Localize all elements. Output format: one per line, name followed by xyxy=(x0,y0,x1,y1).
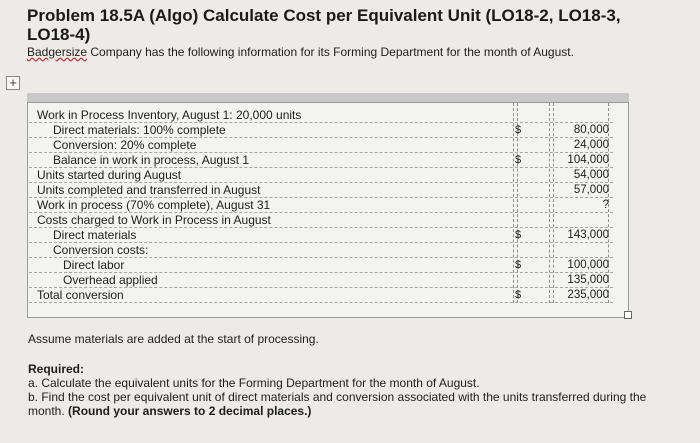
intro-rest: Company has the following information for its Forming Department for the month of August. xyxy=(87,45,574,59)
dollar-sign: $ xyxy=(515,229,522,241)
required-b-text: b. Find the cost per equivalent unit of direct materials and conversion associated with the units transferred during the month. xyxy=(28,390,647,418)
row-value: 104,000 xyxy=(567,154,609,166)
assumption-note: Assume materials are added at the start of processing. xyxy=(28,332,319,346)
row-label: Total conversion xyxy=(37,288,124,302)
table-column-header xyxy=(27,93,629,103)
row-label: Units started during August xyxy=(37,168,182,182)
row-value: ? xyxy=(602,199,609,211)
table-row xyxy=(37,228,613,243)
row-label: Overhead applied xyxy=(63,273,158,287)
row-value: 24,000 xyxy=(573,139,609,151)
dollar-sign: $ xyxy=(515,289,522,301)
row-value: 135,000 xyxy=(567,274,609,286)
row-value: 54,000 xyxy=(573,169,609,181)
table-row xyxy=(37,258,613,273)
row-label: Direct materials: 100% complete xyxy=(53,123,226,137)
table-row xyxy=(37,153,613,168)
row-label: Conversion: 20% complete xyxy=(53,138,197,152)
table-row xyxy=(37,183,613,198)
row-value: 80,000 xyxy=(573,124,609,136)
move-handle-icon[interactable]: + xyxy=(6,76,20,90)
row-value: 100,000 xyxy=(567,259,609,271)
dollar-sign: $ xyxy=(515,154,522,166)
required-heading: Required: xyxy=(28,362,85,376)
table-row xyxy=(37,108,613,123)
table-row xyxy=(37,168,613,183)
row-label: Work in process (70% complete), August 31 xyxy=(37,198,271,212)
dollar-sign: $ xyxy=(515,259,522,271)
row-label: Units completed and transferred in August xyxy=(37,183,261,197)
required-section xyxy=(28,362,648,418)
table-row xyxy=(37,123,613,138)
resize-handle-icon[interactable] xyxy=(624,311,632,319)
table-row xyxy=(37,273,613,288)
table-row xyxy=(37,198,613,213)
intro-text xyxy=(27,45,627,59)
row-label: Work in Process Inventory, August 1: 20,000 units xyxy=(37,108,302,122)
row-value: 235,000 xyxy=(567,289,609,301)
dollar-sign: $ xyxy=(515,124,522,136)
row-separator xyxy=(29,302,613,303)
table-row xyxy=(37,243,613,258)
row-value: 143,000 xyxy=(567,229,609,241)
required-b-rounding: (Round your answers to 2 decimal places.) xyxy=(68,404,312,418)
table-row xyxy=(37,288,613,303)
row-label: Direct materials xyxy=(53,228,137,242)
row-label: Conversion costs: xyxy=(53,243,149,257)
required-b xyxy=(28,390,648,418)
table-row xyxy=(37,138,613,153)
required-a: a. Calculate the equivalent units for the Forming Department for the month of August. xyxy=(28,376,480,390)
row-label: Costs charged to Work in Process in August xyxy=(37,213,271,227)
company-name: Badgersize xyxy=(27,45,88,59)
row-label: Balance in work in process, August 1 xyxy=(53,153,250,167)
row-label: Direct labor xyxy=(63,258,125,272)
row-value: 57,000 xyxy=(573,184,609,196)
problem-title: Problem 18.5A (Algo) Calculate Cost per Equivalent Unit (LO18-2, LO18-3, LO18-4) xyxy=(27,6,621,44)
table-row xyxy=(37,213,613,228)
